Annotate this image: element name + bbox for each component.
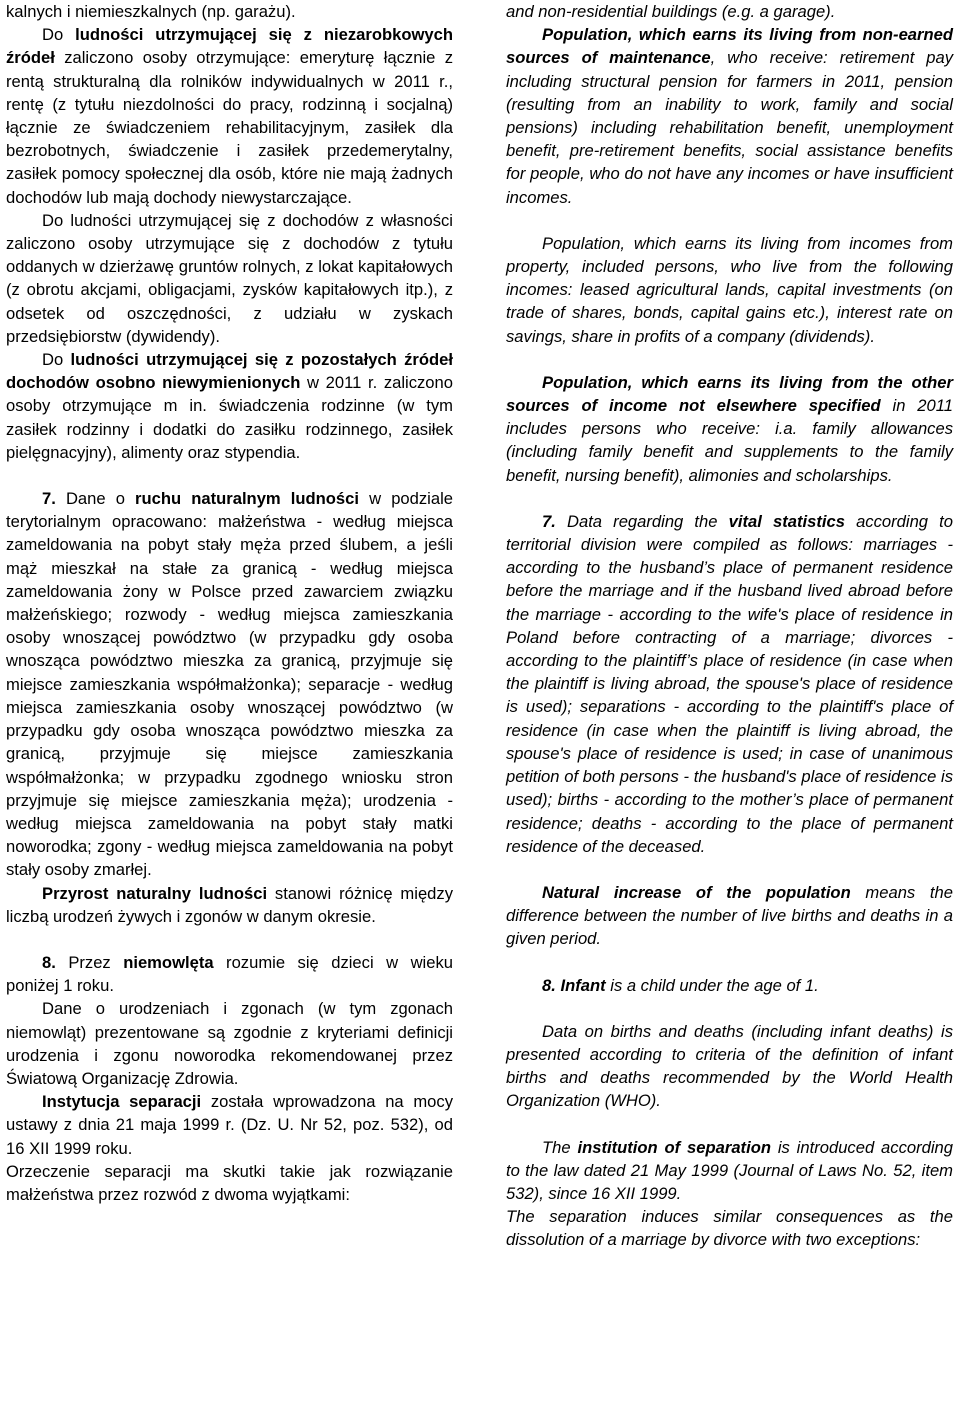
text-run: and non-residential buildings (e.g. a garage). [506, 2, 836, 21]
english-column [506, 0, 953, 1252]
text-run: kalnych i niemieszkalnych (np. garażu). [6, 2, 296, 21]
text-run: w 2011 r. zaliczono osoby otrzymujące m in. świadczenia rodzinne (w tym zasiłek rodzinny i dodatki do zasiłku rodzinnego, zasiłek pielęgnacyjny), alimenty oraz stypendia. [6, 373, 453, 462]
paragraph [6, 882, 453, 928]
bold-term: Population, which earns its living from non-earned sources of maintenance [506, 25, 953, 68]
bold-term: ludności utrzymującej się z pozostałych źródeł dochodów osobno niewymienionych [6, 350, 453, 393]
bold-term: 7. [42, 489, 56, 509]
paragraph [506, 0, 953, 23]
text-run: according to territorial division were compiled as follows: marriages - according to the husband’s place of permanent residence before the marriage and if the husband lived abroad before the marriage - according to the wife's place of residence in Poland before contracting of a marriage; divorces - according to the plaintiff’s place of residence (in case when the plaintiff is living abroad, the spouse's place of residence is used); separations - according to the plaintiff's place of residence (in case when the plaintiff is living abroad, the spouse's place of residence is used; in case of unanimous petition of both persons - the husband's place of residence is used); births - according to the mother’s place of permanent residence; deaths - according to the place of permanent residence of the deceased. [506, 511, 954, 856]
bold-term: 8. [42, 952, 56, 972]
text-run: , who receive: retirement pay including structural pension for farmers in 2011, pension (resulting from an inability to work, family and social pensions) including rehabilitation benefit, unemployment benefit, pre-retirement benefits, social assistance benefits for people, who do not have any incomes or have insufficient incomes. [506, 48, 953, 207]
paragraph [506, 510, 953, 858]
paragraph [6, 951, 453, 997]
text-run: The separation induces similar consequences as the dissolution of a marriage by divorce with two exceptions: [506, 1207, 953, 1250]
paragraph [506, 1205, 953, 1251]
text-run: means the difference between the number of live births and deaths in a given period. [506, 882, 953, 949]
bold-term: Population, which earns its living from the other sources of income not elsewhere specified [506, 372, 953, 416]
bold-term: institution of separation [577, 1137, 771, 1157]
text-run: Population, which earns its living from incomes from property, included persons, who live from the following incomes: leased agricultural lands, capital investments (on trade of shares, bonds, capital gains etc.), interest rate on savings, share in profits of a company (dividends). [506, 233, 953, 346]
bold-term: Przyrost naturalny ludności [42, 883, 268, 903]
text-run: Dane o urodzeniach i zgonach (w tym zgonach niemowląt) prezentowane są zgodnie z kryteriami definicji urodzenia i zgonu noworodka rekomendowanej przez Światową Organizację Zdrowia. [6, 999, 453, 1088]
paragraph [506, 23, 953, 209]
paragraph [6, 997, 453, 1090]
text-run: is introduced according to the law dated 21 May 1999 (Journal of Laws No. 52, item 532), since 16 XII 1999. [506, 1137, 953, 1203]
bold-term: ludności utrzymującej się z niezarobkowych źródeł [6, 25, 453, 68]
bold-term: ruchu naturalnym ludności [135, 489, 360, 509]
text-run: stanowi różnicę między liczbą urodzeń żywych i zgonów w danym okresie. [6, 883, 453, 926]
bold-term: niemowlęta [123, 952, 214, 972]
paragraph [506, 1020, 953, 1113]
text-run: Orzeczenie separacji ma skutki takie jak rozwiązanie małżeństwa przez rozwód z dwoma wyjątkami: [6, 1161, 453, 1204]
paragraph [506, 974, 953, 997]
text-run: Do [42, 25, 76, 45]
text-run: zaliczono osoby otrzymujące: emeryturę łącznie z rentą strukturalną dla rolników indywidualnych w 2011 r., rentę (z tytułu niezdolności do pracy, rodzinną i socjalną) łącznie ze świadczeniem rehabilitacyjnym, zasiłek dla bezrobotnych, świadczenie i zasiłek przedemerytalny, zasiłek pomocy społecznej dla osób, które nie mają żadnych dochodów lub mają dochody niewystarczające. [6, 48, 453, 207]
paragraph [506, 371, 953, 487]
polish-column [6, 0, 453, 1206]
text-run: Do ludności utrzymującej się z dochodów z własności zaliczono osoby utrzymujące się z dochodów z tytułu oddanych w dzierżawę gruntów rolnych, z lokat kapitałowych (z obrotu akcjami, obligacjami, zysków kapitałowych itp.), z odsetek od oszczędności, z udziału w zyskach przedsiębiorstw (dywidendy). [6, 210, 453, 346]
paragraph [506, 1136, 953, 1206]
paragraph [506, 232, 953, 348]
text-run: Przez [55, 952, 124, 972]
paragraph [6, 23, 453, 209]
text-run: The [542, 1137, 578, 1157]
text-run: Dane o [55, 489, 136, 509]
bold-term: 8. [542, 975, 556, 995]
text-run: Data on births and deaths (including infant deaths) is presented according to criteria of the definition of infant births and deaths recommended by the World Health Organization (WHO). [506, 1021, 953, 1111]
paragraph [6, 209, 453, 348]
bold-term: Instytucja separacji [42, 1092, 202, 1112]
bold-term: Infant [560, 975, 606, 995]
text-run: Data regarding the [555, 511, 729, 531]
text-run: rozumie się dzieci w wieku poniżej 1 roku. [6, 952, 453, 996]
text-run: w podziale terytorialnym opracowano: małżeństwa - według miejsca zameldowania na pobyt stały męża przed ślubem, a jeśli mąż mieszkał na stałe za granicą - według miejsca zameldowania żony w Polsce przed zawarciem związku małżeńskiego; rozwody - według miejsca zamieszkania osoby wnoszącej powództwo (w przypadku gdy osoba wnosząca powództwo mieszka za granicą, przyjmuje się miejsce zamieszkania współmałżonka); separacje - według miejsca zamieszkania osoby wnoszącej powództwo (w przypadku gdy osoba wnosząca powództwo mieszka za granicą, przyjmuje się miejsce zamieszkania współmałżonka; w przypadku zgodnego wniosku stron przyjmuje się miejsce zamieszkania męża); urodzenia - według miejsca zameldowania na pobyt stały matki noworodka; zgony - według miejsca zameldowania na pobyt stały osoby zmarłej. [6, 489, 454, 880]
paragraph [6, 1160, 453, 1206]
paragraph [6, 1090, 453, 1160]
paragraph [6, 348, 453, 464]
bold-term: 7. [542, 511, 556, 531]
text-run: is a child under the age of 1. [605, 975, 819, 995]
text-run: in 2011 includes persons who receive: i.a. family allowances (including family benefit and supplements to the family benefit, nursing benefit), alimonies and scholarships. [506, 396, 953, 485]
bold-term: vital statistics [728, 511, 845, 531]
text-run: została wprowadzona na mocy ustawy z dnia 21 maja 1999 r. (Dz. U. Nr 52, poz. 532), od 16 XII 1999 roku. [6, 1092, 453, 1158]
text-run: Do [42, 350, 71, 370]
paragraph [6, 487, 453, 881]
paragraph [506, 881, 953, 951]
paragraph [6, 0, 453, 23]
bold-term: Natural increase of the population [542, 882, 851, 902]
